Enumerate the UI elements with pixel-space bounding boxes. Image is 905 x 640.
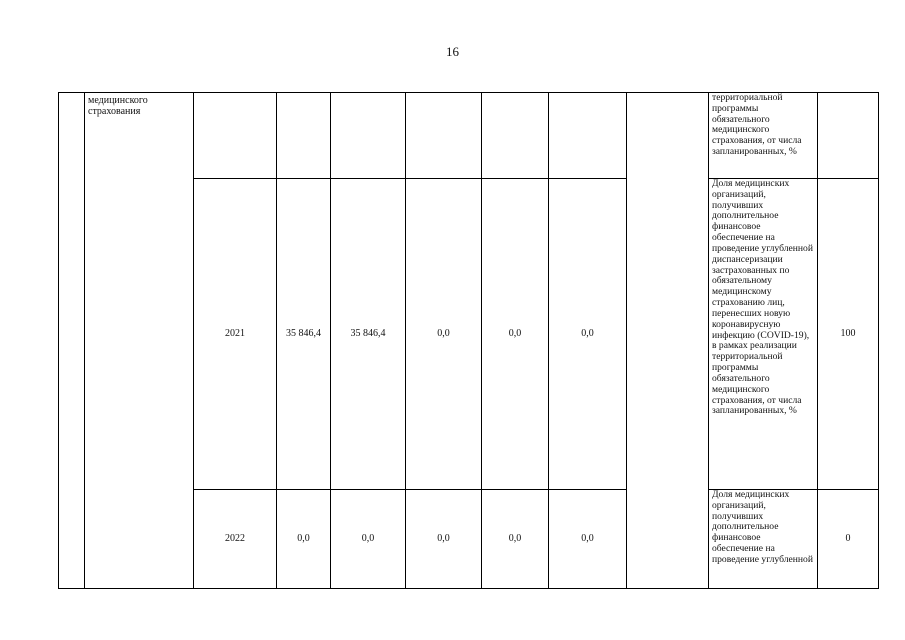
target-cell: 0	[818, 490, 879, 589]
value-cell-3	[406, 93, 482, 179]
target-cell: 100	[818, 179, 879, 490]
year-cell: 2022	[194, 490, 277, 589]
executor-cell	[627, 93, 709, 589]
value-cell-2: 0,0	[331, 490, 406, 589]
indicator-cell: Доля медицинских организаций, получивших дополнительное финансовое обеспечение на проведение углубленной	[709, 490, 818, 589]
value-cell-5	[549, 93, 627, 179]
value-cell-1: 0,0	[277, 490, 331, 589]
value-cell-3: 0,0	[406, 490, 482, 589]
year-cell	[194, 93, 277, 179]
number-cell	[59, 93, 85, 589]
value-cell-4: 0,0	[482, 179, 549, 490]
value-cell-2	[331, 93, 406, 179]
row-label-cell: медицинского страхования	[85, 93, 194, 589]
value-cell-1: 35 846,4	[277, 179, 331, 490]
value-cell-5: 0,0	[549, 490, 627, 589]
indicator-cell: Доля медицинских организаций, получивших дополнительное финансовое обеспечение на проведение углубленной диспансеризации застрахованных по обязательному медицинскому страхованию лиц, перенесших новую коронавирусную инфекцию (COVID-19), в рамках реализации территориальной программы обязательного медицинского страхования, от числа запланированных, %	[709, 179, 818, 490]
value-cell-1	[277, 93, 331, 179]
program-table	[58, 92, 879, 589]
value-cell-2: 35 846,4	[331, 179, 406, 490]
table-row	[59, 93, 879, 179]
page-number: 16	[446, 44, 459, 59]
indicator-cell: территориальной программы обязательного медицинского страхования, от числа запланированных, %	[709, 93, 818, 179]
target-cell	[818, 93, 879, 179]
year-cell: 2021	[194, 179, 277, 490]
value-cell-4: 0,0	[482, 490, 549, 589]
value-cell-5: 0,0	[549, 179, 627, 490]
value-cell-4	[482, 93, 549, 179]
value-cell-3: 0,0	[406, 179, 482, 490]
